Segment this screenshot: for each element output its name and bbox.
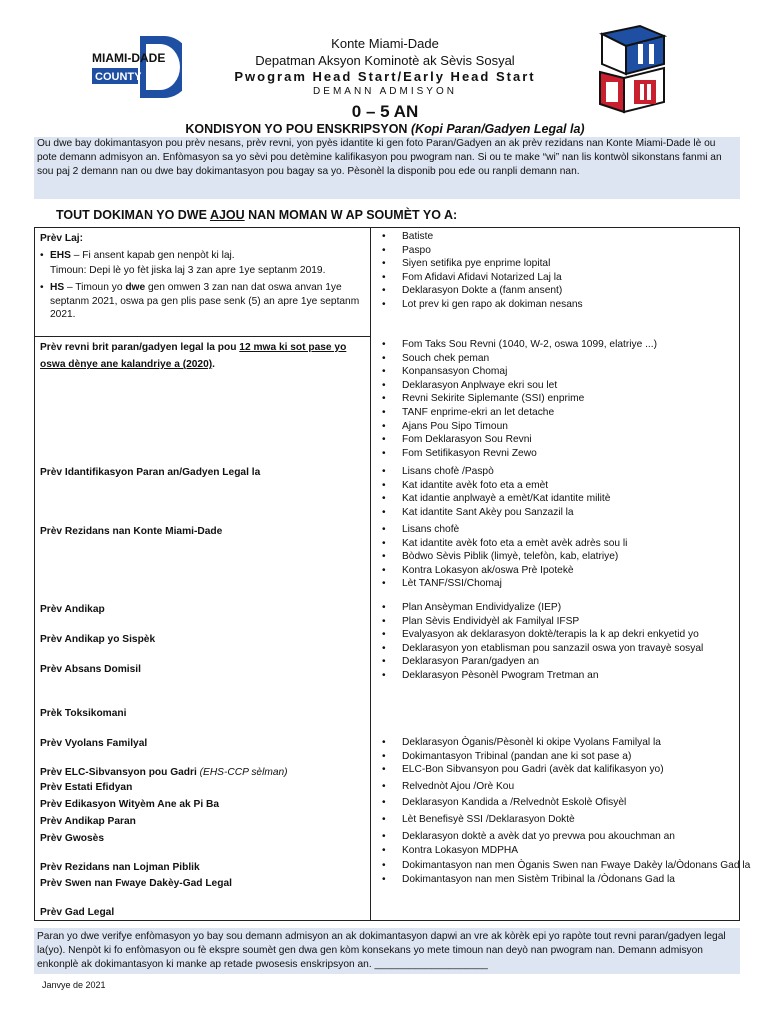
pregnancy-label: Prèv Gwosès bbox=[40, 833, 104, 844]
list-item: • Dokimantasyon Tribinal (pandan ane ki sot pase a) bbox=[402, 750, 770, 764]
education-label: Prèv Edikasyon Wityèm Ane ak Pi Ba bbox=[40, 799, 220, 810]
ehs-label: EHS bbox=[50, 249, 71, 261]
column-divider bbox=[370, 228, 371, 920]
birth-docs-list bbox=[402, 230, 770, 312]
list-item: • Fom Setifikasyon Revni Zewo bbox=[402, 447, 770, 461]
list-item: • Deklarasyon Dokte a (fanm ansent) bbox=[402, 284, 770, 298]
documents-heading-post: NAN MOMAN W AP SOUMÈT YO A: bbox=[244, 208, 458, 222]
elc-label-main: Prèv ELC-Sibvansyon pou Gadri bbox=[40, 767, 200, 778]
proof-of-age-cell: Prèv Laj: • EHS – Fi ansent kapab gen nenpòt ki laj. Timoun: Depi lè yo fèt jiska laj 3 zan apre 1ye septanm 2019. • HS – Timoun yo dwe gen omwen 3 zan nan dat oswa anvan 1ye septanm 2021, oswa pa gen plis pase senk (5) an apre 1ye septanm 2021. bbox=[40, 233, 360, 320]
list-item: • Fom Taks Sou Revni (1040, W-2, oswa 1099, elatriye ...) bbox=[402, 338, 770, 352]
list-item: • Deklarasyon Pèsonèl Pwogram Tretman an bbox=[402, 669, 770, 683]
list-item: • Evalyasyon ak deklarasyon doktè/terapis la k ap dekri enkyetid yo bbox=[402, 628, 770, 642]
list-item: • Konpansasyon Chomaj bbox=[402, 365, 770, 379]
list-item: • Deklarasyon Kandida a /Relvednòt Eskolè Ofisyèl bbox=[402, 796, 770, 810]
list-item: • Batiste bbox=[402, 230, 770, 244]
list-item: • Deklarasyon Òganis/Pèsonèl ki okipe Vyolans Familyal la bbox=[402, 736, 770, 750]
proof-of-id-label: Prèv Idantifikasyon Paran an/Gadyen Legal la bbox=[40, 467, 261, 478]
header-line-county: Konte Miami-Dade bbox=[331, 36, 439, 51]
list-item: • Dokimantasyon nan men Sistèm Tribinal la /Òdonans Gad la bbox=[402, 873, 770, 887]
ehs-child-text: Timoun: Depi lè yo fèt jiska laj 3 zan apre 1ye septanm 2019. bbox=[50, 265, 326, 276]
document-date: Janvye de 2021 bbox=[42, 980, 106, 990]
list-item: • Kat idantite Sant Akèy pou Sanzazil la bbox=[402, 506, 770, 520]
list-item: • Lisans chofè /Paspò bbox=[402, 465, 770, 479]
proof-of-age-title: Prèv Laj: bbox=[40, 233, 84, 244]
header-line-application: DEMANN ADMISYON bbox=[313, 86, 457, 97]
ehs-text: – Fi ansent kapab gen nenpòt ki laj. bbox=[70, 249, 235, 261]
page-title-sub: (Kopi Paran/Gadyen Legal la) bbox=[410, 122, 585, 136]
custody-label: Prèv Gad Legal bbox=[40, 907, 115, 918]
logo-text-county: COUNTY bbox=[95, 71, 142, 83]
header-line-program: Pwogram Head Start/Early Head Start bbox=[234, 69, 536, 84]
elc-subsidy-label bbox=[40, 766, 366, 780]
addiction-label: Prèk Toksikomani bbox=[40, 708, 127, 719]
suspected-disability-label: Prèv Andikap yo Sispèk bbox=[40, 634, 156, 645]
list-item: • Kat idantie anplwayè a emèt/Kat idantite militè bbox=[402, 492, 770, 506]
header-line-department: Depatman Aksyon Kominotè ak Sèvis Sosyal bbox=[255, 53, 515, 68]
page-title bbox=[0, 122, 770, 136]
income-text-1: Prèv revni brit paran/gadyen legal la pou bbox=[40, 342, 240, 353]
hs-text-2: gen omwen 3 zan nan dat oswa anvan 1ye septanm 2021, oswa pa gen plis pase senk (5) an apre 1ye septanm 2021. bbox=[50, 282, 360, 320]
list-item: • Lèt Benefisyè SSI /Deklarasyon Doktè bbox=[402, 813, 770, 827]
id-docs-list bbox=[402, 465, 770, 519]
disability-docs-list bbox=[402, 601, 770, 683]
income-docs-list bbox=[402, 338, 770, 460]
list-item: • Kontra Lokasyon MDPHA bbox=[402, 844, 770, 858]
list-item: • Kat idantite avèk foto eta a emèt avèk adrès sou li bbox=[402, 537, 770, 551]
list-item: • TANF enprime-ekri an let detache bbox=[402, 406, 770, 420]
residence-docs-list bbox=[402, 523, 770, 591]
list-item: • Paspo bbox=[402, 244, 770, 258]
violence-docs-list bbox=[402, 736, 770, 887]
list-item: • Plan Sèvis Endividyèl ak Familyal IFSP bbox=[402, 615, 770, 629]
list-item: • Plan Ansèyman Endividyalize (IEP) bbox=[402, 601, 770, 615]
list-item: • Deklarasyon yon etablisman pou sanzazil oswa yon travayè sosyal bbox=[402, 642, 770, 656]
list-item: • Siyen setifika pye enprime lopital bbox=[402, 257, 770, 271]
list-item: • Souch chek peman bbox=[402, 352, 770, 366]
hs-label: HS bbox=[50, 282, 65, 293]
proof-of-income-cell bbox=[40, 339, 366, 373]
foster-status-label: Prèv Estati Efidyan bbox=[40, 782, 133, 793]
header-line-ages: 0 – 5 AN bbox=[351, 102, 419, 121]
elc-label-note: (EHS-CCP sèlman) bbox=[199, 767, 288, 778]
row-divider bbox=[35, 336, 370, 337]
list-item: • Revni Sekirite Siplemante (SSI) enprime bbox=[402, 392, 770, 406]
list-item: • Kat idantite avèk foto eta a emèt bbox=[402, 479, 770, 493]
list-item: • Fom Afidavi Afidavi Notarized Laj la bbox=[402, 271, 770, 285]
footer-paragraph: Paran yo dwe verifye enfòmasyon yo bay sou demann admisyon an ak dokimantasyon dapwi an vre ak kòrèk epi yo rapòte tout revni paran/gadyen legal la(yo). Nenpòt ki fo enfòmasyon ou fè ekspre soumèt gen dwa gen kòm konsekans yo mete timoun nan deyò nan pwogram nan. Demann admisyon enkonplè ak dokimantasyon ki manke ap retade pwosesis enskripsyon an. ____________________ bbox=[34, 928, 740, 974]
parent-disability-label: Prèv Andikap Paran bbox=[40, 816, 136, 827]
family-violence-label: Prèv Vyolans Familyal bbox=[40, 738, 148, 749]
requirements-table bbox=[34, 227, 751, 921]
list-item: • Deklarasyon doktè a avèk dat yo prevwa pou akouchman an bbox=[402, 830, 770, 844]
public-housing-label: Prèv Rezidans nan Lojman Piblik bbox=[40, 862, 200, 873]
documents-heading-pre: TOUT DOKIMAN YO DWE bbox=[56, 208, 210, 222]
list-item: • Lot prev ki gen rapo ak dokiman nesans bbox=[402, 298, 770, 312]
list-item: • Bòdwo Sèvis Piblik (limyè, telefòn, kab, elatriye) bbox=[402, 550, 770, 564]
documents-heading-underlined: AJOU bbox=[209, 208, 245, 222]
page-title-main: KONDISYON YO POU ENSKRIPSYON bbox=[185, 122, 408, 136]
list-item: • Kontra Lokasyon ak/oswa Prè Ipotekè bbox=[402, 564, 770, 578]
income-text-2: 12 mwa ki sot pase yo oswa dènye ane kalandriye a (2020) bbox=[40, 342, 347, 370]
list-item: • Dokimantasyon nan men Òganis Swen nan Fwaye Dakèy la/Òdonans Gad la bbox=[402, 859, 770, 873]
logo-text-top: MIAMI-DADE bbox=[92, 51, 166, 65]
income-text-3: . bbox=[212, 359, 215, 370]
list-item: • ELC-Bon Sibvansyon pou Gadri (avèk dat kalifikasyon yo) bbox=[402, 763, 770, 777]
foster-care-label: Prèv Swen nan Fwaye Dakèy-Gad Legal bbox=[40, 878, 232, 889]
hs-must: dwe bbox=[125, 282, 146, 293]
proof-of-disability-label: Prèv Andikap bbox=[40, 604, 105, 615]
documents-heading bbox=[56, 208, 457, 222]
list-item: • Relvednòt Ajou /Orè Kou bbox=[402, 780, 770, 794]
hs-text-1: – Timoun yo bbox=[64, 282, 126, 293]
list-item: • Deklarasyon Paran/gadyen an bbox=[402, 655, 770, 669]
homelessness-label: Prèv Absans Domisil bbox=[40, 664, 141, 675]
list-item: • Lèt TANF/SSI/Chomaj bbox=[402, 577, 770, 591]
list-item: • Fom Deklarasyon Sou Revni bbox=[402, 433, 770, 447]
list-item: • Deklarasyon Anplwaye ekri sou let bbox=[402, 379, 770, 393]
proof-of-residence-label: Prèv Rezidans nan Konte Miami-Dade bbox=[40, 526, 223, 537]
list-item: • Ajans Pou Sipo Timoun bbox=[402, 420, 770, 434]
intro-paragraph: Ou dwe bay dokimantasyon pou prèv nesans, prèv revni, yon pyès idantite ki gen foto Paran/Gadyen an ak prèv rezidans nan Konte Miami-Dade lè ou pote demann admisyon an. Enfòmasyon sa yo sèvi pou detèmine kalifikasyon pou pwogram nan. Si ou te make “wi” nan lis kontwòl sikonstans fanmi an sou paj 2 demann nan ou dwe bay dokimantasyon pou bagay sa yo. Pèsonèl la disponib pou ede ou ranpli demann nan. bbox=[34, 137, 740, 199]
list-item: • Lisans chofè bbox=[402, 523, 770, 537]
